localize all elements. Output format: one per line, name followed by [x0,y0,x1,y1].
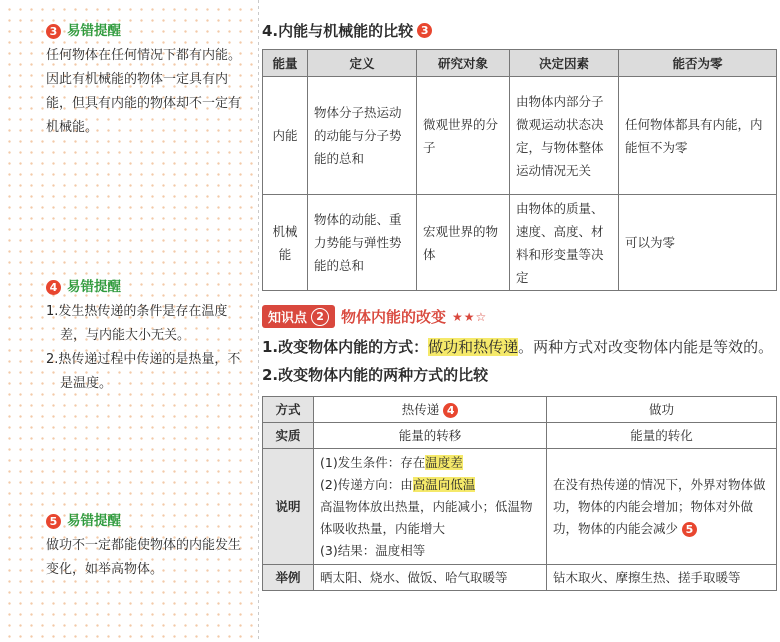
note-5-number: 5 [46,514,61,529]
table-row [263,397,777,423]
work-badge: 5 [682,522,697,537]
cell-subject: 宏观世界的物体 [417,195,510,291]
table-row [263,77,777,195]
note-4-item-2: 2.热传递过程中传递的是热量，不是温度。 [46,352,241,391]
cell-essence-label: 实质 [263,423,314,449]
note-4 [46,276,251,396]
paragraph-1-heading: 1.改变物体内能的方式： [262,338,429,356]
note-3 [46,20,251,140]
note-5 [46,510,251,582]
cell-energy: 内能 [263,77,308,195]
table-row [263,423,777,449]
cell-definition: 物体分子热运动的动能与分子势能的总和 [308,77,417,195]
paragraph-1-highlight: 做功和热传递 [428,338,519,356]
explain-result: (3)结果：温度相等 [320,542,426,558]
explain-heat-line-1 [320,452,540,474]
knowledge-point-badge [262,305,335,328]
knowledge-point-heading [262,305,777,328]
main-content [262,0,777,591]
section-4-title: 4.内能与机械能的比较 [262,22,414,40]
explain-condition: (1)发生条件：存在 [320,454,426,470]
explain-heat-detail: 高温物体放出热量，内能减小；低温物体吸收热量，内能增大 [320,498,533,536]
explain-condition-highlight: 温度差 [425,454,463,470]
header-subject: 研究对象 [417,50,510,77]
note-3-title [46,20,251,42]
header-energy: 能量 [263,50,308,77]
cell-work-head: 做功 [547,397,777,423]
header-definition: 定义 [308,50,417,77]
note-3-number: 3 [46,24,61,39]
table-row [263,195,777,291]
note-5-title-text: 易错提醒 [67,513,121,529]
section-4-heading [262,20,777,41]
explain-direction: (2)传递方向：由 [320,476,413,492]
table-header-row [263,50,777,77]
knowledge-point-number: 2 [311,308,329,326]
section-4-badge: 3 [417,23,432,38]
cell-definition: 物体的动能、重力势能与弹性势能的总和 [308,195,417,291]
table-row [263,565,777,591]
energy-comparison-table [262,49,777,291]
cell-example-label: 举例 [263,565,314,591]
heat-transfer-label: 热传递 [401,401,440,417]
cell-example-heat: 晒太阳、烧水、做饭、哈气取暖等 [314,565,547,591]
header-zero: 能否为零 [619,50,777,77]
cell-subject: 微观世界的分子 [417,77,510,195]
cell-zero: 任何物体都具有内能，内能恒不为零 [619,77,777,195]
cell-method-label: 方式 [263,397,314,423]
cell-factors: 由物体的质量、速度、高度、材料和形变量等决定 [510,195,619,291]
cell-explain-heat [314,449,547,565]
cell-example-work: 钻木取火、摩擦生热、搓手取暖等 [547,565,777,591]
cell-explain-work [547,449,777,565]
note-5-text: 做功不一定都能使物体的内能发生变化，如举高物体。 [46,538,242,577]
column-divider [258,0,259,642]
note-3-text: 任何物体在任何情况下都有内能。 因此有机械能的物体一定具有内能，但具有内能的物体却不一定有机械能。 [46,48,242,135]
cell-heat-transfer-head [314,397,547,423]
note-4-title [46,276,251,298]
knowledge-point-label: 知识点 [268,311,308,326]
paragraph-1 [262,334,777,360]
cell-essence-work: 能量的转化 [547,423,777,449]
cell-energy: 机械能 [263,195,308,291]
note-3-title-text: 易错提醒 [67,23,121,39]
heat-transfer-badge: 4 [443,403,458,418]
paragraph-2-heading: 2.改变物体内能的两种方式的比较 [262,366,489,384]
note-4-number: 4 [46,280,61,295]
cell-essence-heat: 能量的转移 [314,423,547,449]
table-row [263,449,777,565]
explain-direction-highlight: 高温向低温 [412,476,476,492]
knowledge-point-title: 物体内能的改变 [341,308,447,326]
note-5-title [46,510,251,532]
note-4-item-1: 1.发生热传递的条件是存在温度差，与内能大小无关。 [46,304,228,343]
methods-comparison-table [262,396,777,591]
note-4-title-text: 易错提醒 [67,279,121,295]
explain-heat-line-2 [320,474,540,496]
cell-zero: 可以为零 [619,195,777,291]
difficulty-stars: ★★☆ [452,309,488,324]
explain-work-text: 在没有热传递的情况下，外界对物体做功，物体的内能会增加；物体对外做功，物体的内能会减少 [553,476,766,536]
cell-explain-label: 说明 [263,449,314,565]
paragraph-1-rest: 。两种方式对改变物体内能是等效的。 [518,338,774,356]
cell-factors: 由物体内部分子微观运动状态决定，与物体整体运动情况无关 [510,77,619,195]
header-factors: 决定因素 [510,50,619,77]
